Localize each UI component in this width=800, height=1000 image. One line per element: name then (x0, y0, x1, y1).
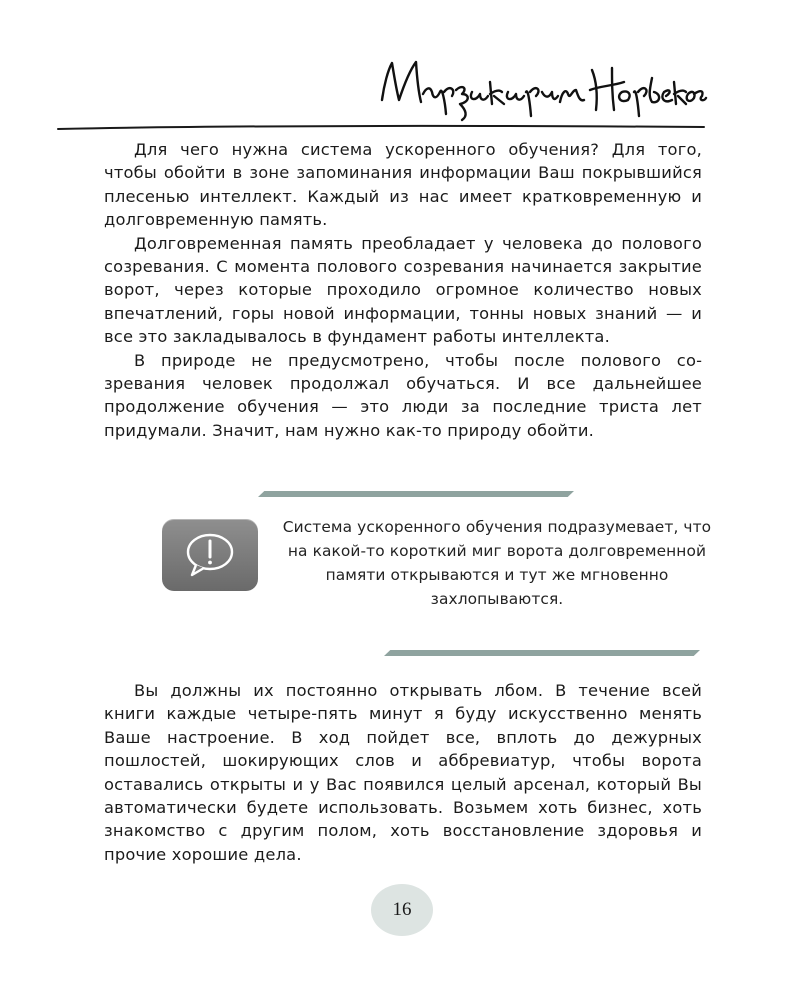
speech-bubble-exclamation-icon (162, 519, 258, 591)
author-signature (0, 30, 800, 140)
paragraph: Долговременная память преобладает у человека до полового созревания. С момента полового созревания начинается закрытие ворот, через которые проходило огромное количество новых впечатлений, горы новой информации, тонны новых знаний — и все это закладывалось в фундамент работы интеллекта. (104, 233, 702, 347)
paragraph: Вы должны их постоянно открывать лбом. В течение всей книги каждые четыре-пять минут я буду искусственно менять Ваше настроение. В ход пойдет все, вплоть до дежурных пошлостей, шокирующих слов и аббревиатур, чтобы ворота оставались открыты и у Вас появился целый арсенал, который Вы автоматически будете использовать. Возьмем хоть бизнес, хоть знакомство с другим полом, хоть восстановление здоровья и прочие хорошие дела. (104, 681, 702, 864)
paragraph: Для чего нужна система ускоренного обучения? Для того, чтобы обойти в зоне запоминания информации Ваш покрывшийся плесенью интеллект. Каждый из нас имеет кратковременную и долговременную память. (104, 140, 702, 230)
callout-divider-top (258, 491, 574, 497)
signature-drawing (0, 30, 800, 140)
page-number: 16 (371, 884, 433, 936)
callout-text: Система ускоренного обучения подразумевает, что на какой-то короткий миг ворота долговременной памяти открываются и тут же мгновенно захлопываются. (282, 518, 712, 608)
body-text-bottom (104, 679, 702, 866)
paragraph: В природе не предусмотрено, чтобы после полового созревания человек продолжал обучаться. И все дальнейшее продолжение обучения — это люди за последние триста лет придумали. Значит, нам нужно как-то природу обойти. (104, 350, 702, 440)
body-text-top (104, 138, 702, 442)
callout-divider-bottom (384, 650, 700, 656)
